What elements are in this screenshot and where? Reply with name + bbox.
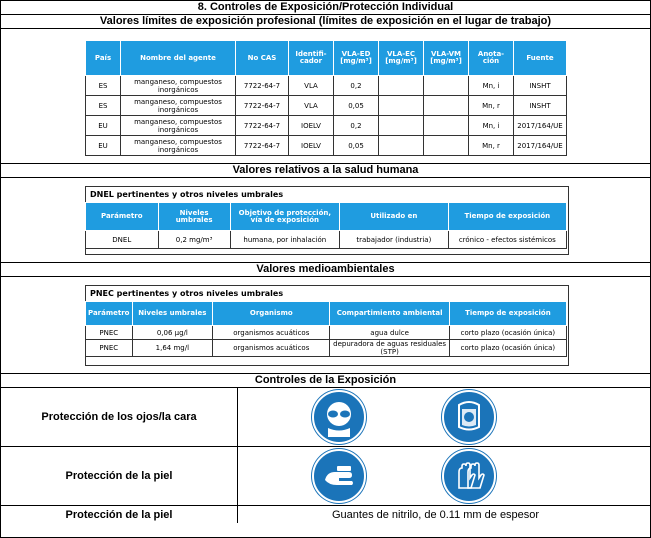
oel-table bbox=[85, 40, 567, 156]
dnel-cell: crónico - efectos sistémicos bbox=[448, 231, 566, 249]
oel-header-3: Identifi-cador bbox=[289, 41, 334, 76]
dnel-cell: DNEL bbox=[86, 231, 159, 249]
oel-header-6: VLA-VM [mg/m³] bbox=[424, 41, 469, 76]
oel-cell bbox=[379, 136, 424, 156]
oel-cell: 2017/164/UE bbox=[514, 116, 567, 136]
dnel-header-4: Tiempo de exposición bbox=[448, 203, 566, 231]
oel-section bbox=[1, 29, 650, 164]
dnel-box-title: DNEL pertinentes y otros niveles umbrales bbox=[90, 190, 284, 199]
oel-cell: EU bbox=[86, 116, 121, 136]
pnec-header-4: Tiempo de exposición bbox=[449, 302, 566, 326]
oel-cell: manganeso, compuestos inorgánicos bbox=[121, 96, 236, 116]
oel-cell: Mn, r bbox=[469, 96, 514, 116]
dnel-row bbox=[86, 231, 567, 249]
pnec-cell: organismos acuáticos bbox=[213, 340, 330, 357]
pnec-header-2: Organismo bbox=[213, 302, 330, 326]
oel-cell: Mn, i bbox=[469, 116, 514, 136]
oel-row bbox=[86, 136, 567, 156]
dnel-header-2: Objetivo de protección, vía de exposición bbox=[230, 203, 339, 231]
oel-cell: IOELV bbox=[289, 136, 334, 156]
dnel-header-3: Utilizado en bbox=[340, 203, 449, 231]
oel-cell: VLA bbox=[289, 76, 334, 96]
dnel-cell: 0,2 mg/m³ bbox=[158, 231, 230, 249]
oel-cell: manganeso, compuestos inorgánicos bbox=[121, 76, 236, 96]
pnec-row bbox=[86, 340, 567, 357]
oel-cell bbox=[424, 76, 469, 96]
dnel-cell: trabajador (industria) bbox=[340, 231, 449, 249]
limits-title: Valores límites de exposición profesional (límites de exposición en el lugar de trabajo) bbox=[1, 15, 650, 29]
oel-row bbox=[86, 96, 567, 116]
dnel-table bbox=[85, 202, 567, 249]
oel-cell bbox=[379, 116, 424, 136]
pnec-header-3: Compartimiento ambiental bbox=[330, 302, 449, 326]
oel-row bbox=[86, 116, 567, 136]
protective-gloves-icon bbox=[442, 449, 496, 503]
face-shield-icon bbox=[442, 390, 496, 444]
pnec-header-0: Parámetro bbox=[86, 302, 133, 326]
controls-title: Controles de la Exposición bbox=[254, 374, 397, 386]
pnec-box bbox=[85, 285, 569, 366]
oel-header-5: VLA-EC [mg/m³] bbox=[379, 41, 424, 76]
eye-protection-icons bbox=[238, 388, 650, 446]
oel-cell: 0,2 bbox=[334, 116, 379, 136]
oel-cell: Mn, r bbox=[469, 136, 514, 156]
oel-cell: VLA bbox=[289, 96, 334, 116]
pnec-cell: corto plazo (ocasión única) bbox=[449, 340, 566, 357]
oel-cell: IOELV bbox=[289, 116, 334, 136]
env-section bbox=[1, 277, 650, 374]
oel-cell bbox=[379, 76, 424, 96]
oel-cell: 7722-64-7 bbox=[236, 116, 289, 136]
glove-text: Guantes de nitrilo, de 0.11 mm de espesor bbox=[332, 508, 540, 521]
oel-cell: 7722-64-7 bbox=[236, 96, 289, 116]
oel-cell: 7722-64-7 bbox=[236, 136, 289, 156]
pnec-header-1: Niveles umbrales bbox=[132, 302, 213, 326]
oel-header-7: Anota-ción bbox=[469, 41, 514, 76]
pnec-cell: PNEC bbox=[86, 326, 133, 340]
env-title: Valores medioambientales bbox=[1, 263, 650, 277]
skin-protection-label: Protección de la piel bbox=[1, 447, 238, 505]
health-title: Valores relativos a la salud humana bbox=[1, 164, 650, 178]
oel-cell: ES bbox=[86, 96, 121, 116]
eye-protection-label: Protección de los ojos/la cara bbox=[1, 388, 238, 446]
oel-cell: 2017/164/UE bbox=[514, 136, 567, 156]
skin-protection-row bbox=[1, 446, 650, 505]
oel-cell bbox=[424, 116, 469, 136]
oel-cell: manganeso, compuestos inorgánicos bbox=[121, 136, 236, 156]
pnec-cell: 1,64 mg/l bbox=[132, 340, 213, 357]
health-section bbox=[1, 178, 650, 263]
pnec-row bbox=[86, 326, 567, 340]
oel-cell bbox=[424, 96, 469, 116]
skin-protection-icons bbox=[238, 447, 650, 505]
oel-cell bbox=[424, 136, 469, 156]
oel-cell: Mn, i bbox=[469, 76, 514, 96]
pnec-cell: PNEC bbox=[86, 340, 133, 357]
oel-cell: INSHT bbox=[514, 96, 567, 116]
oel-cell: EU bbox=[86, 136, 121, 156]
pnec-cell: depuradora de aguas residuales (STP) bbox=[330, 340, 449, 357]
oel-header-0: País bbox=[86, 41, 121, 76]
oel-row bbox=[86, 76, 567, 96]
pnec-cell: corto plazo (ocasión única) bbox=[449, 326, 566, 340]
oel-cell bbox=[379, 96, 424, 116]
dnel-header-1: Niveles umbrales bbox=[158, 203, 230, 231]
glove-row bbox=[1, 505, 650, 523]
oel-header-2: No CAS bbox=[236, 41, 289, 76]
oel-header-4: VLA-ED [mg/m³] bbox=[334, 41, 379, 76]
section-title: 8. Controles de Exposición/Protección Individual bbox=[1, 1, 650, 15]
oel-cell: 7722-64-7 bbox=[236, 76, 289, 96]
safety-goggles-icon bbox=[312, 390, 366, 444]
dnel-cell: humana, por inhalación bbox=[230, 231, 339, 249]
oel-header-8: Fuente bbox=[514, 41, 567, 76]
skin-protection-label-2: Protección de la piel bbox=[1, 506, 238, 523]
oel-cell: 0,2 bbox=[334, 76, 379, 96]
pnec-box-title: PNEC pertinentes y otros niveles umbrales bbox=[90, 289, 284, 298]
oel-cell: manganeso, compuestos inorgánicos bbox=[121, 116, 236, 136]
dnel-header-0: Parámetro bbox=[86, 203, 159, 231]
pnec-cell: agua dulce bbox=[330, 326, 449, 340]
pnec-table bbox=[85, 301, 567, 357]
oel-cell: ES bbox=[86, 76, 121, 96]
oel-header-1: Nombre del agente bbox=[121, 41, 236, 76]
oel-cell: 0,05 bbox=[334, 136, 379, 156]
pnec-cell: organismos acuáticos bbox=[213, 326, 330, 340]
pnec-cell: 0,06 µg/l bbox=[132, 326, 213, 340]
protective-clothing-icon bbox=[312, 449, 366, 503]
eye-protection-row bbox=[1, 387, 650, 446]
oel-cell: INSHT bbox=[514, 76, 567, 96]
oel-cell: 0,05 bbox=[334, 96, 379, 116]
dnel-box bbox=[85, 186, 569, 255]
